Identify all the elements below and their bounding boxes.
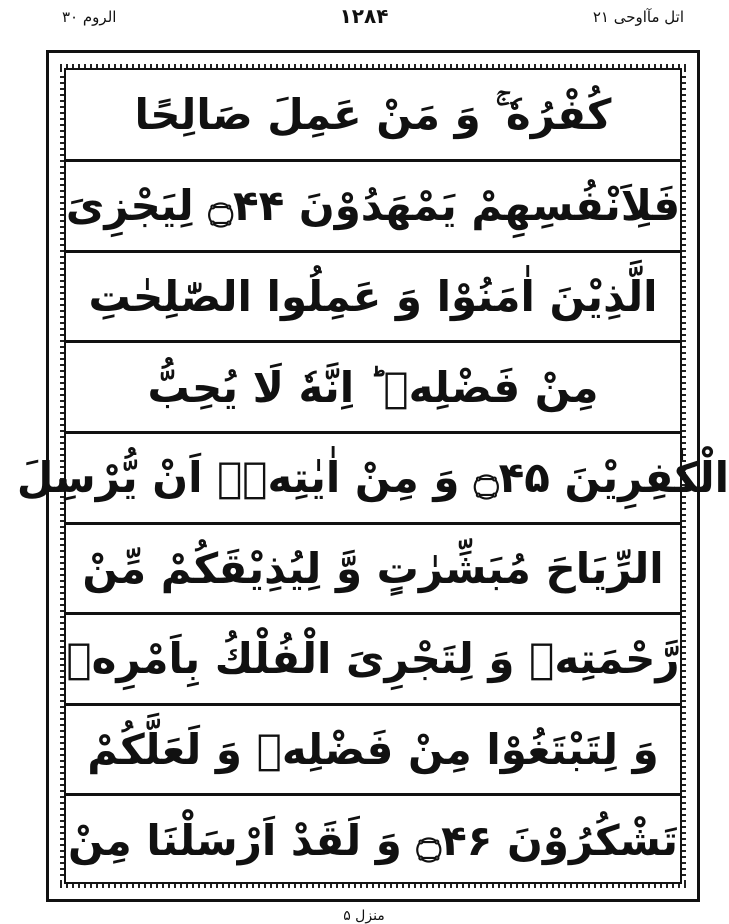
surah-header: الروم ۳۰ [62,8,117,26]
text-line: تَشْكُرُوْنَ ۝۴۶ وَ لَقَدْ اَرْسَلْنَا مِنْ [67,815,679,865]
page-number: ۱۲۸۴ [339,4,389,28]
text-line: وَ لِتَبْتَغُوْا مِنْ فَضْلِهٖ وَ لَعَلَّكُمْ [87,724,659,774]
text-line: الَّذِیْنَ اٰمَنُوْا وَ عَمِلُوا الصّٰلِحٰتِ [88,271,658,321]
text-line: فَلِاَنْفُسِهِمْ یَمْهَدُوْنَ ۝۴۴ لِیَجْزِیَ [65,181,681,231]
text-line: مِنْ فَضْلِهٖ ؕ اِنَّهٗ لَا یُحِبُّ [147,362,599,412]
text-line: رَّحْمَتِهٖ وَ لِتَجْرِیَ الْفُلْكُ بِاَمْرِهٖ [66,634,680,684]
text-line: الْكٰفِرِیْنَ ۝۴۵ وَ مِنْ اٰیٰتِهٖۤ اَنْ یُّرْسِلَ [16,453,729,503]
juz-header: اتل مآاوحی ۲۱ [592,8,684,26]
text-line: کُفْرُهٗ ۚ وَ مَنْ عَمِلَ صَالِحًا [134,90,612,140]
manzil-marker: منزل ۵ [343,908,385,924]
text-line: الرِّیَاحَ مُبَشِّرٰتٍ وَّ لِیُذِیْقَكُمْ مِّنْ [82,543,664,593]
